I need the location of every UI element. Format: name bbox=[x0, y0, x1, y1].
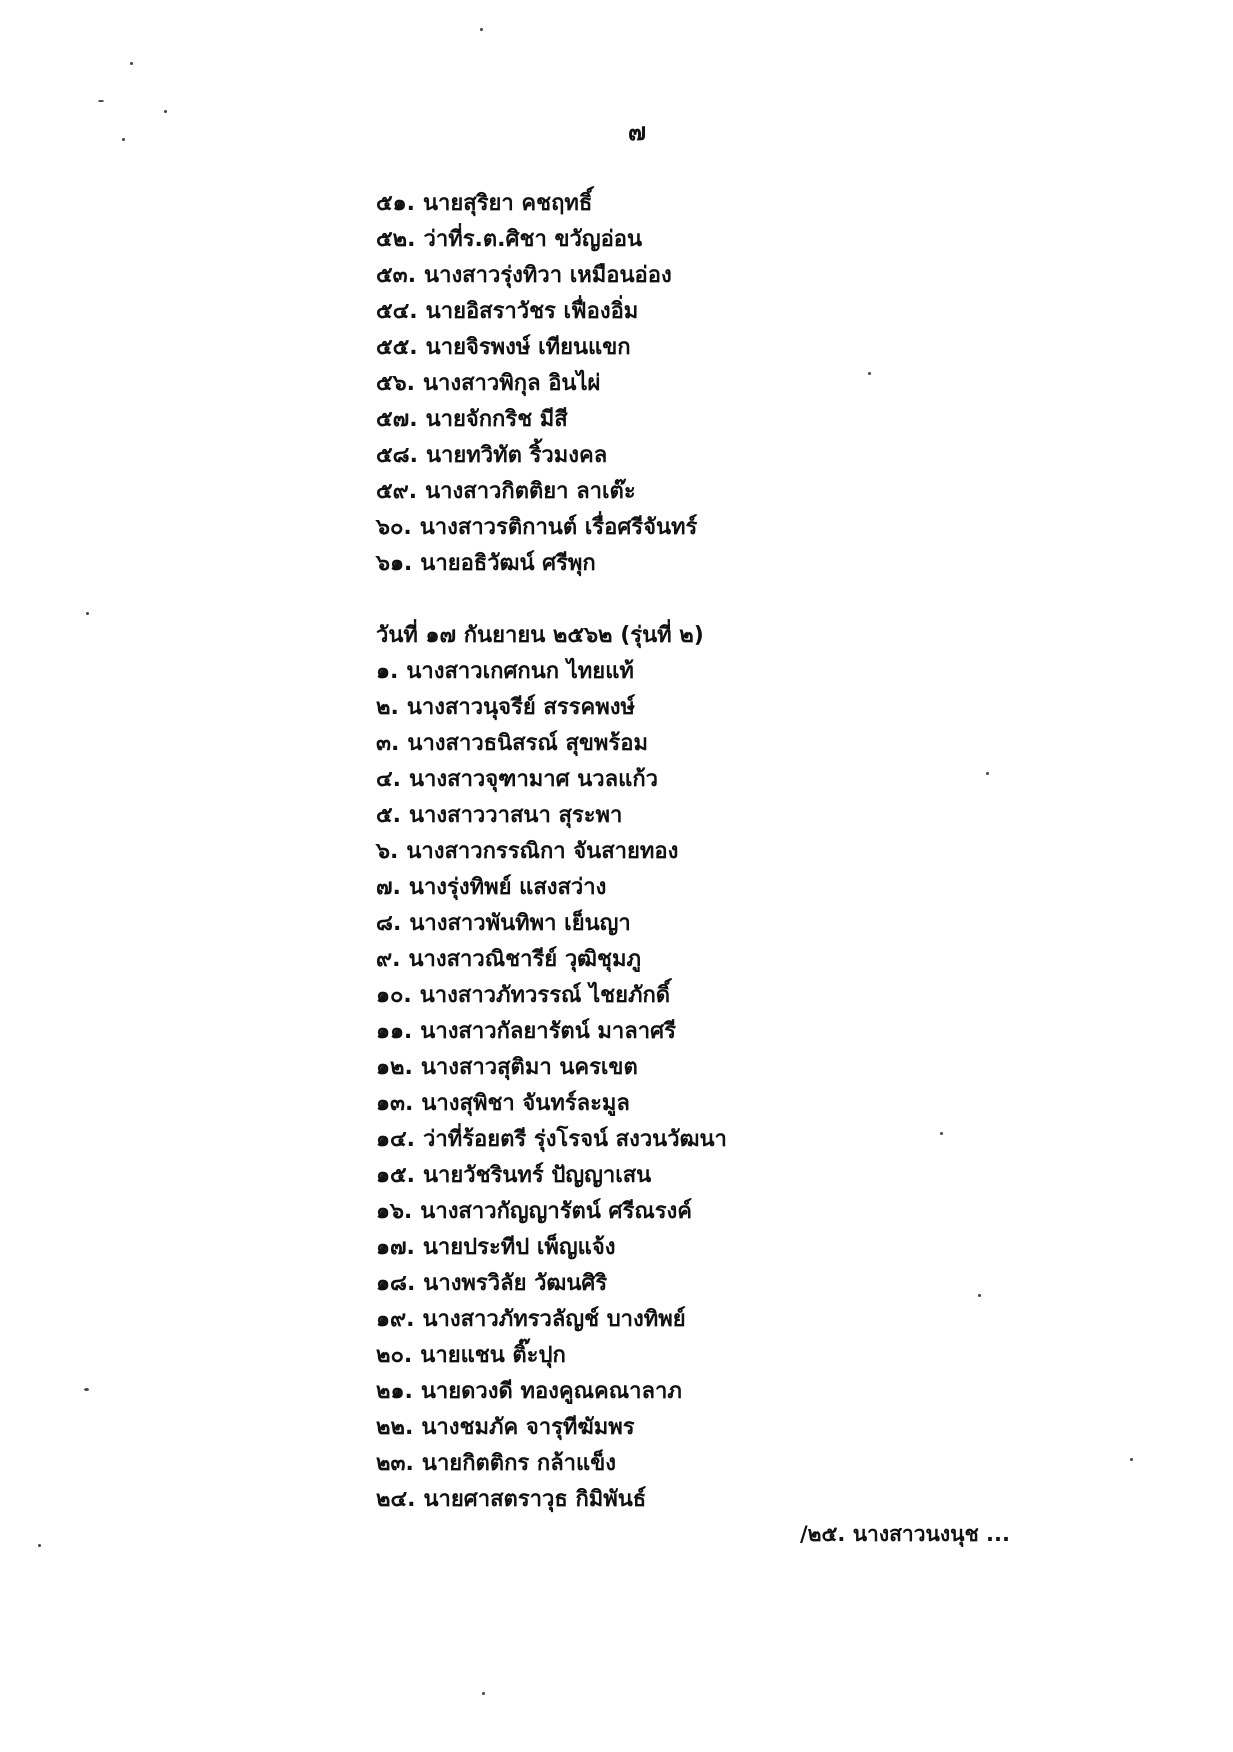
item-number: ๒๓. bbox=[376, 1451, 414, 1476]
scan-speck bbox=[480, 28, 483, 31]
item-number: ๖. bbox=[376, 839, 399, 864]
person-name: นายดวงดี ทองคูณคณาลาภ bbox=[420, 1379, 682, 1404]
item-number: ๑๕. bbox=[376, 1163, 415, 1188]
list-item bbox=[376, 1122, 727, 1158]
list-item bbox=[376, 438, 697, 474]
person-name: นายวัชรินทร์ ปัญญาเสน bbox=[422, 1163, 652, 1188]
scan-speck bbox=[86, 612, 89, 615]
list-item bbox=[376, 1374, 727, 1410]
list-item bbox=[376, 798, 727, 834]
person-name: นางสาวภัทวรรณ์ ไชยภักดิ์ bbox=[419, 983, 671, 1008]
list-item bbox=[376, 1482, 727, 1518]
list-item bbox=[376, 1446, 727, 1482]
scan-speck bbox=[1130, 1458, 1133, 1461]
scan-speck bbox=[98, 100, 104, 102]
item-number: ๘. bbox=[376, 911, 402, 936]
person-name: นายกิตติกร กล้าแข็ง bbox=[421, 1451, 616, 1476]
item-number: ๑๐. bbox=[376, 983, 412, 1008]
scan-speck bbox=[130, 62, 133, 65]
list-item bbox=[376, 1230, 727, 1266]
list-item bbox=[376, 294, 697, 330]
person-name: นางสาวธนิสรณ์ สุขพร้อม bbox=[407, 731, 648, 756]
person-name: นางสาวรติกานต์ เรื่อศรีจันทร์ bbox=[419, 515, 698, 540]
list-item bbox=[376, 870, 727, 906]
person-name: นางสุพิชา จันทร์ละมูล bbox=[421, 1091, 630, 1116]
item-number: ๕๓. bbox=[376, 263, 417, 288]
person-name: นางสาวพิกุล อินไผ่ bbox=[422, 371, 601, 396]
list-item bbox=[376, 330, 697, 366]
scan-speck bbox=[940, 1132, 943, 1135]
item-number: ๕๖. bbox=[376, 371, 415, 396]
person-name: นางพรวิลัย วัฒนศิริ bbox=[423, 1271, 608, 1296]
list-item bbox=[376, 906, 727, 942]
scan-speck bbox=[164, 110, 167, 113]
item-number: ๕. bbox=[376, 803, 402, 828]
person-name: นางชมภัค จารุทีฆัมพร bbox=[421, 1415, 635, 1440]
item-number: ๑๑. bbox=[376, 1019, 413, 1044]
person-name: นางสาวณิชารีย์ วุฒิชุมภู bbox=[408, 947, 641, 972]
person-name: นายสุริยา คชฤทธิ์ bbox=[422, 191, 593, 216]
item-number: ๑๙. bbox=[376, 1307, 415, 1332]
scan-speck bbox=[868, 372, 871, 375]
name-list-part1 bbox=[376, 186, 697, 582]
list-item bbox=[376, 834, 727, 870]
item-number: ๕๑. bbox=[376, 191, 415, 216]
item-number: ๑๖. bbox=[376, 1199, 413, 1224]
item-number: ๕๕. bbox=[376, 335, 418, 360]
person-name: นายแชน ติ๊ะปุก bbox=[420, 1343, 566, 1368]
item-number: ๑. bbox=[376, 659, 399, 684]
list-item bbox=[376, 726, 727, 762]
item-number: ๕๗. bbox=[376, 407, 418, 432]
section-heading: วันที่ ๑๗ กันยายน ๒๕๖๒ (รุ่นที่ ๒) bbox=[376, 623, 704, 648]
item-number: ๕๘. bbox=[376, 443, 418, 468]
list-item bbox=[376, 474, 697, 510]
item-number: ๕๔. bbox=[376, 299, 418, 324]
list-item bbox=[376, 366, 697, 402]
person-name: นายทวิทัต ริ้วมงคล bbox=[425, 443, 608, 468]
list-item bbox=[376, 978, 727, 1014]
name-list-part2 bbox=[376, 654, 727, 1518]
scan-speck bbox=[482, 1692, 485, 1695]
list-item bbox=[376, 546, 697, 582]
person-name: นายจิรพงษ์ เทียนแขก bbox=[425, 335, 631, 360]
scan-speck bbox=[986, 772, 989, 775]
continuation-note: /๒๕. นางสาวนงนุช ... bbox=[800, 1522, 1010, 1546]
item-number: ๖๐. bbox=[376, 515, 412, 540]
item-number: ๓. bbox=[376, 731, 400, 756]
person-name: นายอธิวัฒน์ ศรีพุก bbox=[420, 551, 596, 576]
list-item bbox=[376, 1338, 727, 1374]
person-name: นายอิสราวัชร เฟื่องอิ่ม bbox=[425, 299, 639, 324]
item-number: ๑๘. bbox=[376, 1271, 416, 1296]
list-item bbox=[376, 690, 727, 726]
person-name: นางสาวสุติมา นครเขต bbox=[420, 1055, 638, 1080]
list-item bbox=[376, 1302, 727, 1338]
list-item bbox=[376, 1410, 727, 1446]
item-number: ๙. bbox=[376, 947, 401, 972]
list-item bbox=[376, 510, 697, 546]
item-number: ๒. bbox=[376, 695, 399, 720]
item-number: ๑๓. bbox=[376, 1091, 414, 1116]
person-name: ว่าที่ร.ต.ศิชา ขวัญอ่อน bbox=[423, 227, 643, 252]
list-item bbox=[376, 1158, 727, 1194]
person-name: นางสาวภัทรวลัญช์ บางทิพย์ bbox=[422, 1307, 686, 1332]
scan-speck bbox=[38, 1544, 41, 1547]
list-item bbox=[376, 942, 727, 978]
list-item bbox=[376, 222, 697, 258]
item-number: ๑๗. bbox=[376, 1235, 415, 1260]
person-name: นางสาวกรรณิกา จันสายทอง bbox=[406, 839, 679, 864]
scan-speck bbox=[978, 1294, 981, 1297]
item-number: ๔. bbox=[376, 767, 402, 792]
item-number: ๒๐. bbox=[376, 1343, 413, 1368]
list-item bbox=[376, 1194, 727, 1230]
list-item bbox=[376, 1266, 727, 1302]
person-name: นายประทีป เพ็ญแจ้ง bbox=[422, 1235, 616, 1260]
person-name: นางสาวเกศกนก ไทยแท้ bbox=[406, 659, 634, 684]
item-number: ๒๒. bbox=[376, 1415, 414, 1440]
person-name: นางสาวนุจรีย์ สรรคพงษ์ bbox=[406, 695, 635, 720]
person-name: นางสาวรุ่งทิวา เหมือนอ่อง bbox=[424, 263, 672, 288]
page-number: ๗ bbox=[628, 118, 647, 146]
item-number: ๕๙. bbox=[376, 479, 418, 504]
person-name: นางรุ่งทิพย์ แสงสว่าง bbox=[408, 875, 607, 900]
person-name: นางสาวกัญญารัตน์ ศรีณรงค์ bbox=[420, 1199, 692, 1224]
person-name: นายจักกริช มีสี bbox=[425, 407, 568, 432]
item-number: ๖๑. bbox=[376, 551, 413, 576]
person-name: ว่าที่ร้อยตรี รุ่งโรจน์ สงวนวัฒนา bbox=[422, 1127, 727, 1152]
list-item bbox=[376, 1014, 727, 1050]
item-number: ๑๒. bbox=[376, 1055, 413, 1080]
person-name: นางสาววาสนา สุระพา bbox=[409, 803, 623, 828]
person-name: นางสาวพันทิพา เย็นญา bbox=[409, 911, 631, 936]
list-item bbox=[376, 762, 727, 798]
item-number: ๒๑. bbox=[376, 1379, 413, 1404]
item-number: ๗. bbox=[376, 875, 401, 900]
list-item bbox=[376, 1086, 727, 1122]
list-item bbox=[376, 186, 697, 222]
list-item bbox=[376, 654, 727, 690]
list-item bbox=[376, 258, 697, 294]
scan-speck bbox=[122, 138, 125, 141]
person-name: นางสาวกัลยารัตน์ มาลาศรี bbox=[420, 1019, 676, 1044]
item-number: ๕๒. bbox=[376, 227, 416, 252]
scan-speck bbox=[84, 1388, 89, 1391]
list-item bbox=[376, 402, 697, 438]
list-item bbox=[376, 1050, 727, 1086]
item-number: ๑๔. bbox=[376, 1127, 415, 1152]
person-name: นางสาวกิตติยา ลาเต๊ะ bbox=[425, 479, 636, 504]
person-name: นายศาสตราวุธ กิมิพันธ์ bbox=[423, 1487, 647, 1512]
person-name: นางสาวจุฑามาศ นวลแก้ว bbox=[409, 767, 658, 792]
item-number: ๒๔. bbox=[376, 1487, 416, 1512]
